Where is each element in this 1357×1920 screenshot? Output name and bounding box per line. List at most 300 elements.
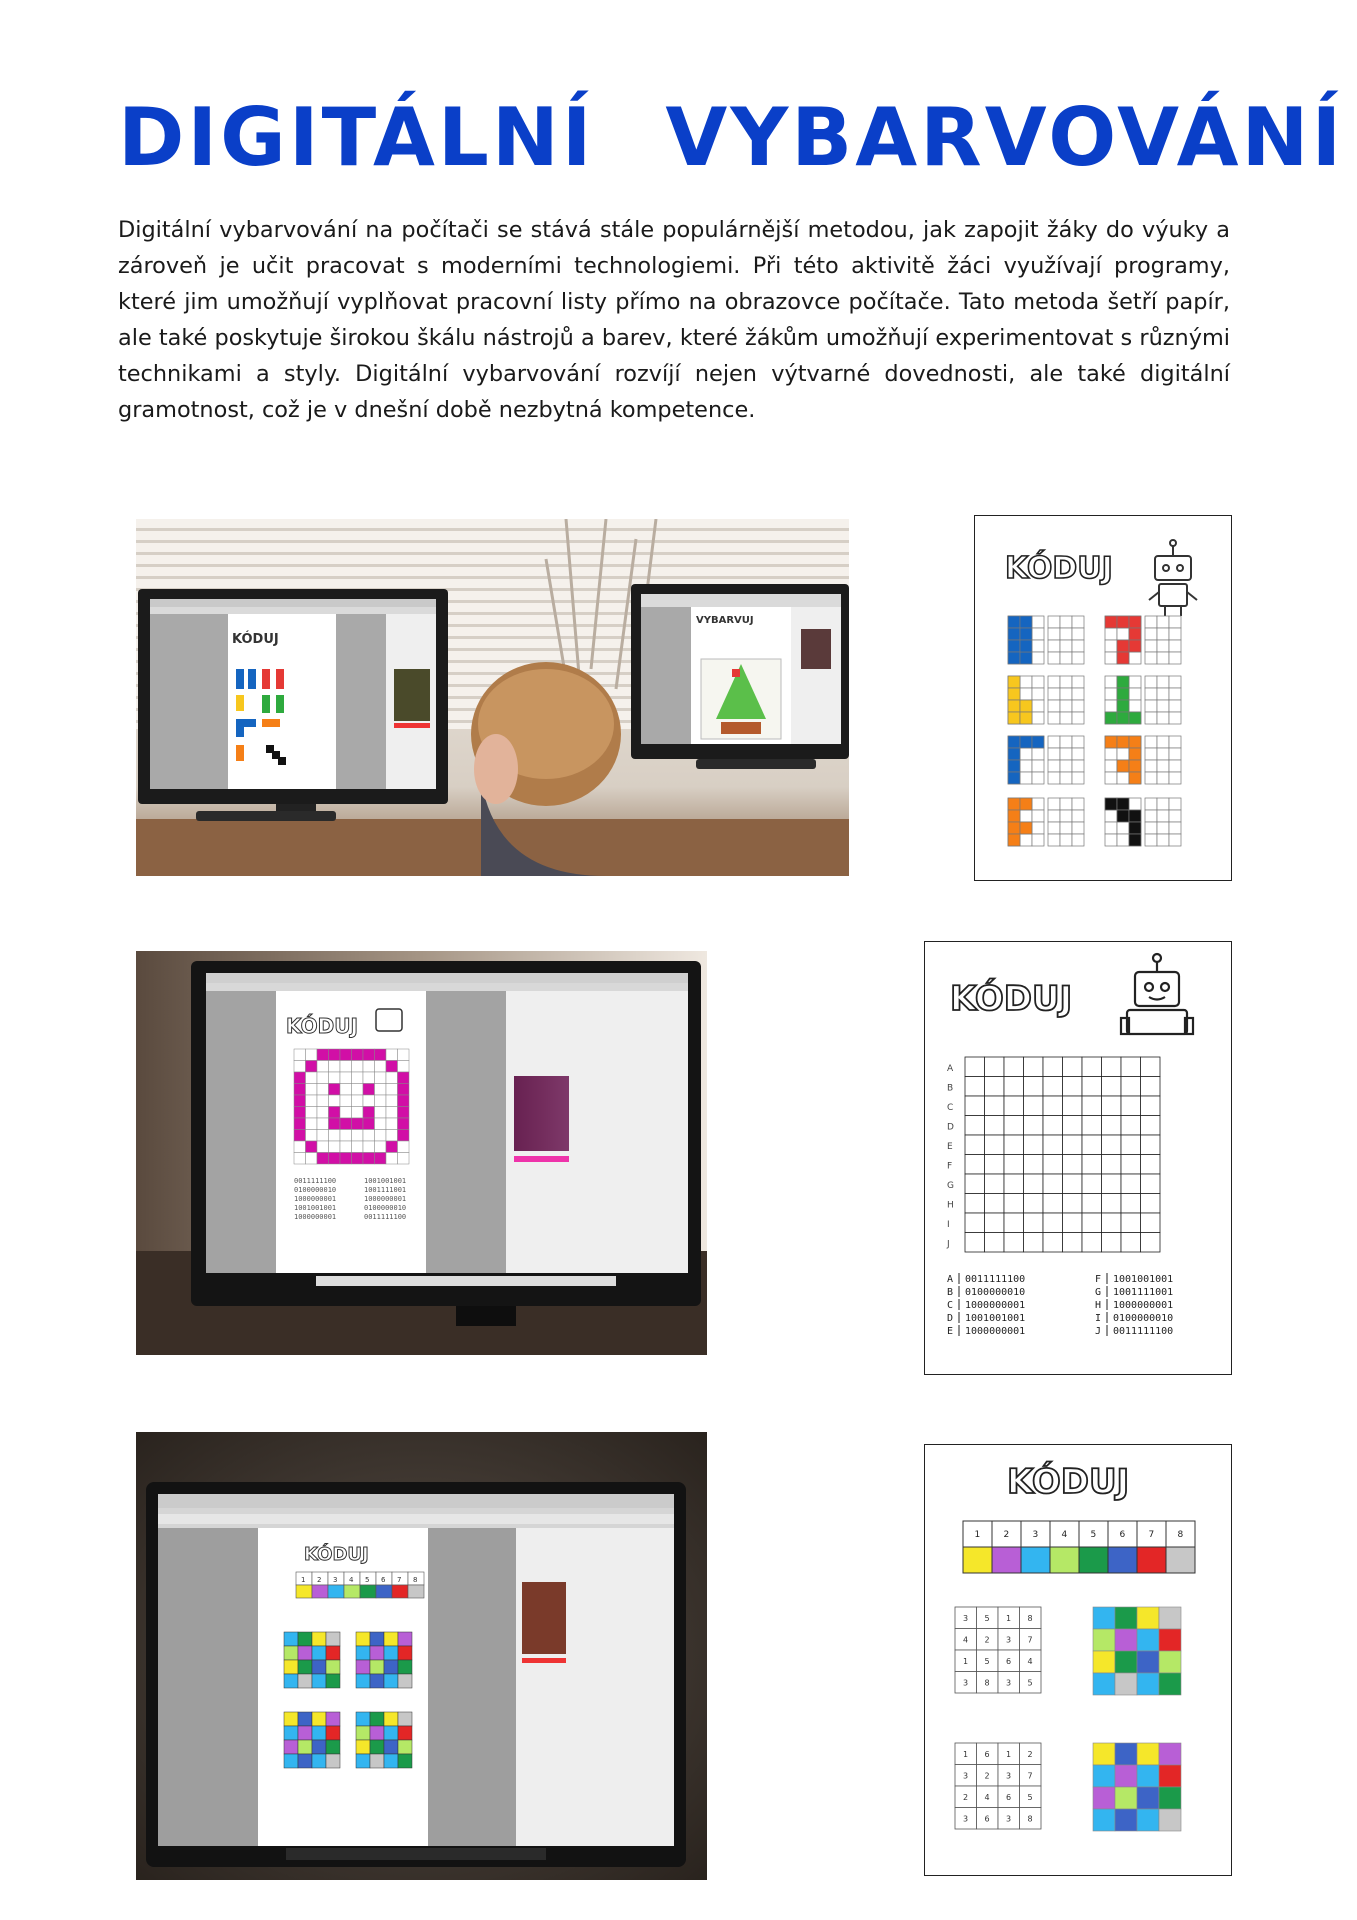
color-cell	[1115, 1673, 1137, 1695]
grid-cell	[1105, 760, 1117, 772]
grid-cell	[398, 1061, 410, 1073]
grid-cell	[352, 1072, 364, 1084]
color-cell	[1137, 1607, 1159, 1629]
filled-cell	[1129, 640, 1141, 652]
key-color-cell	[1050, 1547, 1079, 1573]
grid-cell	[386, 1118, 398, 1130]
grid-cell	[1157, 628, 1169, 640]
grid-cell	[1145, 676, 1157, 688]
filled-cell	[1129, 628, 1141, 640]
filled-cell	[1105, 712, 1117, 724]
grid-cell	[1072, 688, 1084, 700]
grid-cell	[1043, 1116, 1063, 1136]
grid-cell	[1024, 1194, 1044, 1214]
filled-cell	[329, 1153, 341, 1165]
number-value: 5	[984, 1657, 990, 1666]
color-cell	[1137, 1787, 1159, 1809]
code-value: 1001111001	[1113, 1287, 1174, 1298]
filled-cell	[1117, 652, 1129, 664]
grid-cell	[352, 1084, 364, 1096]
screen-color-cell	[312, 1660, 326, 1674]
grid-cell	[1043, 1155, 1063, 1175]
grid-cell	[1063, 1116, 1083, 1136]
screen-color-cell	[312, 1646, 326, 1660]
screen-color-cell	[298, 1660, 312, 1674]
grid-cell	[317, 1084, 329, 1096]
grid-cell	[352, 1130, 364, 1142]
grid-cell	[1141, 1135, 1161, 1155]
number-value: 2	[984, 1771, 990, 1781]
filled-cell	[294, 1118, 306, 1130]
key-number: 1	[974, 1530, 981, 1540]
grid-cell	[1105, 772, 1117, 784]
screen-color-cell	[398, 1632, 412, 1646]
grid-cell	[1145, 810, 1157, 822]
color-cell	[1093, 1607, 1115, 1629]
screen-key-color	[344, 1585, 360, 1598]
grid-cell	[340, 1141, 352, 1153]
grid-cell	[1004, 1233, 1024, 1253]
grid-cell	[363, 1095, 375, 1107]
row-label: F	[947, 1161, 953, 1172]
filled-cell	[363, 1084, 375, 1096]
grid-cell	[1032, 676, 1044, 688]
grid-cell	[329, 1130, 341, 1142]
screen-key-number: 2	[317, 1576, 322, 1584]
grid-cell	[965, 1096, 985, 1116]
screen-color-cell	[356, 1740, 370, 1754]
grid-cell	[1102, 1155, 1122, 1175]
screen-color-cell	[284, 1740, 298, 1754]
filled-cell	[340, 1153, 352, 1165]
grid-cell	[1024, 1057, 1044, 1077]
filled-cell	[329, 1084, 341, 1096]
screen-color-cell	[312, 1674, 326, 1688]
grid-cell	[1032, 688, 1044, 700]
row-label: D	[947, 1122, 954, 1133]
screen-color-key	[296, 1572, 424, 1598]
screen-color-cell	[284, 1632, 298, 1646]
grid-cell	[398, 1049, 410, 1061]
grid-cell	[386, 1107, 398, 1119]
number-value: 7	[1027, 1635, 1033, 1645]
grid-cell	[1048, 822, 1060, 834]
screen-color-cell	[326, 1660, 340, 1674]
filled-cell	[1117, 798, 1129, 810]
grid-cell	[1157, 772, 1169, 784]
grid-cell	[1072, 736, 1084, 748]
grid-cell	[1082, 1077, 1102, 1097]
filled-cell	[306, 1141, 318, 1153]
grid-cell	[1169, 772, 1181, 784]
filled-cell	[317, 1049, 329, 1061]
grid-cell	[985, 1194, 1005, 1214]
filled-cell	[1008, 652, 1020, 664]
robot-icon	[1149, 540, 1197, 616]
filled-cell	[1008, 748, 1020, 760]
grid-cell	[1145, 628, 1157, 640]
grid-cell	[352, 1061, 364, 1073]
grid-cell	[306, 1118, 318, 1130]
grid-cell	[1105, 652, 1117, 664]
key-number: 3	[1032, 1530, 1039, 1540]
screen-color-cell	[384, 1632, 398, 1646]
grid-cell	[294, 1061, 306, 1073]
filled-cell	[317, 1153, 329, 1165]
grid-cell	[1157, 834, 1169, 846]
row-label: J	[947, 1239, 950, 1250]
screen-color-cell	[384, 1740, 398, 1754]
grid-cell	[375, 1118, 387, 1130]
grid-cell	[340, 1061, 352, 1073]
grid-cell	[317, 1141, 329, 1153]
row-label: B	[947, 1083, 954, 1094]
filled-cell	[398, 1095, 410, 1107]
row-label: E	[947, 1142, 953, 1152]
grid-cell	[1117, 834, 1129, 846]
screen-code: 1000000001	[294, 1195, 337, 1203]
screen-color-cell	[384, 1674, 398, 1688]
number-value: 3	[1006, 1678, 1012, 1688]
screen-color-cell	[298, 1674, 312, 1688]
grid-cell	[1020, 772, 1032, 784]
grid-cell	[398, 1141, 410, 1153]
color-cell	[1159, 1673, 1181, 1695]
grid-cell	[1121, 1057, 1141, 1077]
grid-cell	[1145, 700, 1157, 712]
grid-cell	[1105, 688, 1117, 700]
grid-cell	[1105, 822, 1117, 834]
grid-cell	[1072, 640, 1084, 652]
screen-color-cell	[370, 1646, 384, 1660]
filled-cell	[1020, 712, 1032, 724]
grid-cell	[1117, 628, 1129, 640]
filled-cell	[1008, 628, 1020, 640]
screen-code: 0011111100	[294, 1177, 337, 1185]
grid-cell	[1032, 652, 1044, 664]
screen-color-cell	[398, 1674, 412, 1688]
grid-cell	[329, 1061, 341, 1073]
grid-cell	[1063, 1174, 1083, 1194]
grid-cell	[1004, 1116, 1024, 1136]
grid-cell	[363, 1130, 375, 1142]
grid-cell	[1060, 748, 1072, 760]
key-color-cell	[1021, 1547, 1050, 1573]
grid-cell	[375, 1130, 387, 1142]
grid-cell	[1060, 628, 1072, 640]
screen-color-cell	[370, 1712, 384, 1726]
sheet1-title: KÓDUJ	[1005, 551, 1113, 586]
grid-cell	[1024, 1213, 1044, 1233]
worksheet-koduj-colors	[924, 1444, 1232, 1876]
filled-cell	[363, 1153, 375, 1165]
screen-key-number: 8	[413, 1576, 418, 1584]
grid-cell	[1082, 1116, 1102, 1136]
filled-cell	[1008, 700, 1020, 712]
grid-cell	[1063, 1233, 1083, 1253]
screen-color-cell	[398, 1726, 412, 1740]
sheet3-title: KÓDUJ	[1007, 1462, 1130, 1502]
grid-cell	[1105, 700, 1117, 712]
filled-cell	[398, 1107, 410, 1119]
code-letter: E	[947, 1326, 954, 1337]
worksheet-koduj-shapes	[974, 515, 1232, 881]
grid-cell	[1043, 1213, 1063, 1233]
code-value: 0100000010	[1113, 1313, 1174, 1324]
filled-cell	[1117, 700, 1129, 712]
color-cell	[1093, 1673, 1115, 1695]
grid-cell	[1157, 760, 1169, 772]
filled-cell	[1129, 616, 1141, 628]
grid-cell	[1102, 1096, 1122, 1116]
grid-cell	[1169, 688, 1181, 700]
grid-cell	[985, 1096, 1005, 1116]
color-cell	[1115, 1809, 1137, 1831]
grid-cell	[1063, 1194, 1083, 1214]
screen-code: 1001111001	[364, 1186, 407, 1194]
grid-cell	[340, 1130, 352, 1142]
filled-cell	[294, 1084, 306, 1096]
grid-cell	[1121, 1233, 1141, 1253]
grid-cell	[1145, 640, 1157, 652]
filled-cell	[398, 1084, 410, 1096]
color-cell	[1093, 1629, 1115, 1651]
screen-color-cell	[298, 1646, 312, 1660]
filled-cell	[1117, 760, 1129, 772]
grid-cell	[352, 1141, 364, 1153]
grid-cell	[375, 1095, 387, 1107]
grid-cell	[1060, 834, 1072, 846]
screen-color-cell	[312, 1726, 326, 1740]
grid-cell	[375, 1141, 387, 1153]
grid-cell	[1060, 616, 1072, 628]
color-cell	[1137, 1809, 1159, 1831]
grid-cell	[985, 1155, 1005, 1175]
grid-cell	[386, 1084, 398, 1096]
grid-cell	[1145, 798, 1157, 810]
sheet3-color-grids	[1093, 1607, 1181, 1831]
filled-cell	[1117, 712, 1129, 724]
filled-cell	[375, 1049, 387, 1061]
grid-cell	[1048, 834, 1060, 846]
grid-cell	[1102, 1077, 1122, 1097]
grid-cell	[1145, 748, 1157, 760]
screen-color-cell	[326, 1726, 340, 1740]
grid-cell	[1157, 700, 1169, 712]
sheet2-codes	[947, 1273, 1173, 1337]
grid-cell	[1157, 640, 1169, 652]
grid-cell	[306, 1095, 318, 1107]
screen-color-cell	[326, 1712, 340, 1726]
grid-cell	[1032, 640, 1044, 652]
grid-cell	[1105, 834, 1117, 846]
grid-cell	[1048, 676, 1060, 688]
color-cell	[1137, 1743, 1159, 1765]
grid-cell	[1048, 700, 1060, 712]
grid-cell	[1072, 628, 1084, 640]
grid-cell	[1043, 1194, 1063, 1214]
color-cell	[1115, 1651, 1137, 1673]
filled-cell	[1129, 736, 1141, 748]
code-value: 0100000010	[965, 1287, 1026, 1298]
screen-key-number: 7	[397, 1576, 402, 1584]
grid-cell	[1169, 640, 1181, 652]
number-value: 1	[1006, 1614, 1012, 1623]
grid-cell	[1141, 1116, 1161, 1136]
screen-code: 0011111100	[364, 1213, 407, 1221]
grid-cell	[1060, 640, 1072, 652]
color-cell	[1093, 1765, 1115, 1787]
row-label: A	[947, 1064, 954, 1074]
code-letter: C	[947, 1300, 954, 1311]
grid-cell	[1032, 810, 1044, 822]
number-value: 5	[1027, 1678, 1033, 1688]
key-number: 6	[1119, 1530, 1126, 1540]
filled-cell	[1008, 676, 1020, 688]
filled-cell	[1008, 640, 1020, 652]
color-cell	[1137, 1651, 1159, 1673]
filled-cell	[398, 1072, 410, 1084]
grid-cell	[1020, 676, 1032, 688]
filled-cell	[363, 1118, 375, 1130]
grid-cell	[1169, 676, 1181, 688]
screen-smiley-grid	[294, 1049, 409, 1164]
grid-cell	[985, 1135, 1005, 1155]
filled-cell	[1020, 736, 1032, 748]
filled-cell	[386, 1141, 398, 1153]
screen-color-cell	[356, 1712, 370, 1726]
filled-cell	[1008, 688, 1020, 700]
grid-cell	[1157, 798, 1169, 810]
grid-cell	[317, 1072, 329, 1084]
code-value: 1000000001	[1113, 1300, 1174, 1311]
screen-color-cell	[384, 1712, 398, 1726]
grid-cell	[1024, 1233, 1044, 1253]
number-value: 3	[963, 1771, 969, 1781]
filled-cell	[1032, 736, 1044, 748]
grid-cell	[1032, 616, 1044, 628]
grid-cell	[965, 1155, 985, 1175]
grid-cell	[965, 1213, 985, 1233]
number-value: 5	[1027, 1793, 1033, 1802]
grid-cell	[1048, 640, 1060, 652]
grid-cell	[1121, 1155, 1141, 1175]
grid-cell	[1020, 748, 1032, 760]
grid-cell	[1169, 822, 1181, 834]
grid-cell	[1157, 616, 1169, 628]
photo-monitor-koduj-colors	[136, 1432, 707, 1880]
grid-cell	[329, 1095, 341, 1107]
color-cell	[1137, 1673, 1159, 1695]
screen-color-cell	[356, 1726, 370, 1740]
sheet2-title: KÓDUJ	[950, 979, 1073, 1019]
filled-cell	[1008, 834, 1020, 846]
number-value: 8	[1027, 1614, 1033, 1623]
grid-cell	[965, 1057, 985, 1077]
color-cell	[1115, 1787, 1137, 1809]
grid-cell	[1060, 772, 1072, 784]
filled-cell	[1105, 616, 1117, 628]
grid-cell	[1141, 1057, 1161, 1077]
filled-cell	[1008, 736, 1020, 748]
grid-cell	[1024, 1096, 1044, 1116]
grid-cell	[1129, 798, 1141, 810]
filled-cell	[1117, 736, 1129, 748]
grid-cell	[1004, 1194, 1024, 1214]
grid-cell	[1102, 1194, 1122, 1214]
grid-cell	[985, 1213, 1005, 1233]
grid-cell	[1157, 652, 1169, 664]
key-color-cell	[992, 1547, 1021, 1573]
screen-color-cell	[370, 1632, 384, 1646]
grid-cell	[386, 1049, 398, 1061]
grid-cell	[1060, 712, 1072, 724]
grid-cell	[1048, 772, 1060, 784]
color-cell	[1093, 1651, 1115, 1673]
screen-color-cell	[356, 1632, 370, 1646]
number-value: 3	[963, 1614, 969, 1623]
grid-cell	[1157, 748, 1169, 760]
screen-color-cell	[298, 1740, 312, 1754]
grid-cell	[985, 1057, 1005, 1077]
color-cell	[1115, 1743, 1137, 1765]
code-letter: G	[1095, 1287, 1102, 1298]
grid-cell	[375, 1072, 387, 1084]
grid-cell	[1121, 1213, 1141, 1233]
color-cell	[1137, 1765, 1159, 1787]
grid-cell	[294, 1049, 306, 1061]
number-value: 4	[963, 1635, 969, 1645]
number-value: 1	[963, 1657, 969, 1666]
key-number: 7	[1148, 1530, 1155, 1540]
grid-cell	[1032, 628, 1044, 640]
grid-cell	[1072, 700, 1084, 712]
grid-cell	[1032, 748, 1044, 760]
screen-color-cell	[356, 1754, 370, 1768]
robot-icon	[1121, 954, 1193, 1034]
filled-cell	[386, 1061, 398, 1073]
grid-cell	[306, 1072, 318, 1084]
grid-cell	[1063, 1077, 1083, 1097]
code-letter: D	[947, 1313, 954, 1324]
grid-cell	[1048, 736, 1060, 748]
grid-cell	[1072, 772, 1084, 784]
row-label: I	[947, 1220, 950, 1230]
screen-color-cell	[370, 1754, 384, 1768]
grid-cell	[1048, 688, 1060, 700]
number-value: 3	[963, 1814, 969, 1824]
grid-cell	[1024, 1077, 1044, 1097]
photo-monitor-koduj-grid	[136, 951, 707, 1355]
grid-cell	[965, 1116, 985, 1136]
grid-cell	[1121, 1077, 1141, 1097]
key-number: 2	[1003, 1530, 1010, 1540]
screen-left-title: KÓDUJ	[232, 632, 279, 647]
grid-cell	[306, 1107, 318, 1119]
screen-color-cell	[284, 1726, 298, 1740]
grid-cell	[965, 1194, 985, 1214]
filled-cell	[1020, 616, 1032, 628]
grid-cell	[1141, 1077, 1161, 1097]
grid-cell	[1157, 822, 1169, 834]
grid-cell	[1169, 736, 1181, 748]
filled-cell	[329, 1049, 341, 1061]
grid-cell	[375, 1107, 387, 1119]
row-label: G	[947, 1181, 954, 1191]
grid-cell	[1121, 1174, 1141, 1194]
color-cell	[1159, 1629, 1181, 1651]
filled-cell	[1129, 810, 1141, 822]
